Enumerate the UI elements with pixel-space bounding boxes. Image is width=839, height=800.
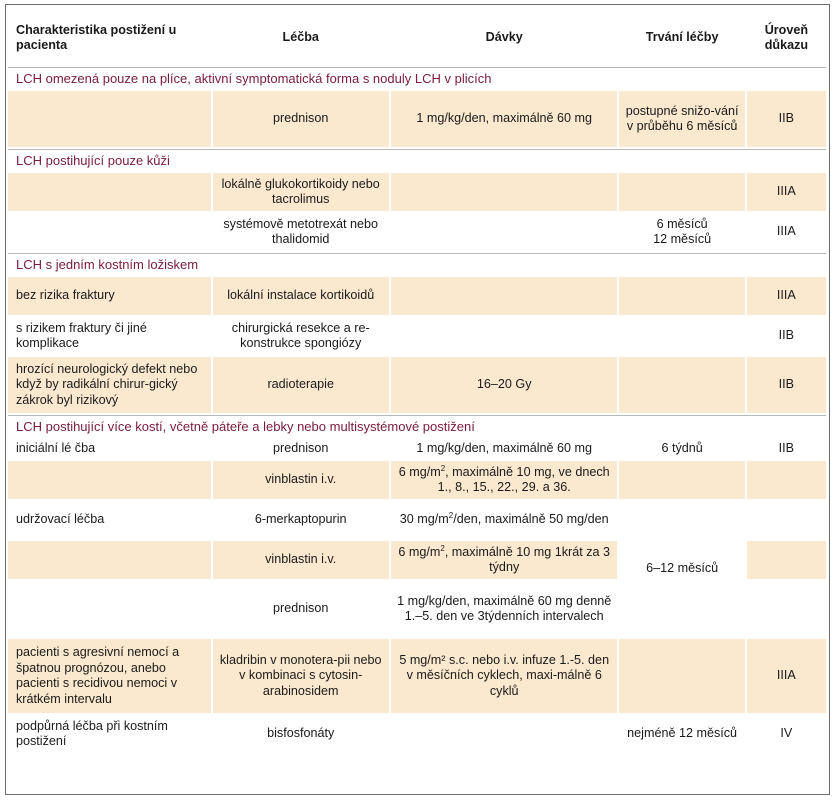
cell-dose (391, 213, 618, 251)
header-dose: Dávky (485, 30, 523, 45)
cell-characteristics: bez rizika fraktury (8, 277, 211, 315)
cell-duration (619, 277, 744, 315)
cell-dose (391, 277, 618, 315)
cell-treatment: radioterapie (213, 357, 389, 413)
cell-characteristics (8, 461, 211, 499)
cell-characteristics: udržovací léčba (16, 512, 105, 527)
cell-treatment: vinblastin i.v. (213, 541, 389, 579)
table-row (8, 91, 826, 147)
cell-duration: nejméně 12 měsíců (627, 726, 738, 741)
cell-evidence-level (747, 581, 826, 637)
cell-treatment: prednison (273, 601, 329, 616)
cell-duration: postupné snižo-vání v průběhu 6 měsíců (619, 91, 744, 147)
cell-characteristics (8, 581, 211, 637)
header-duration: Trvání léčby (645, 30, 719, 45)
cell-dose (391, 173, 618, 211)
cell-duration (619, 173, 744, 211)
cell-treatment: lokálně glukokortikoidy nebo tacrolimus (213, 173, 389, 211)
cell-treatment: prednison (273, 441, 329, 456)
cell-evidence-level: IIIA (747, 639, 826, 713)
cell-characteristics: hrozící neurologický defekt nebo když by radikální chirur-gický zákrok byl rizikový (8, 357, 211, 413)
cell-dose (391, 715, 618, 753)
cell-treatment: bisfosfonáty (267, 726, 335, 741)
cell-characteristics (8, 91, 211, 147)
treatment-table-frame (5, 4, 830, 795)
section-row (8, 67, 826, 89)
cell-evidence-level: IIB (747, 91, 826, 147)
header-treatment: Léčba (282, 30, 319, 45)
cell-evidence-level (747, 461, 826, 499)
table-row (8, 277, 826, 315)
treatment-table (6, 7, 828, 755)
cell-evidence-level: IIB (747, 357, 826, 413)
table-row (8, 461, 826, 499)
table-row (8, 173, 826, 211)
header-row (8, 9, 826, 65)
cell-characteristics: pacienti s agresivní nemocí a špatnou prognózou, anebo pacienti s recidivou nemoci v krátkém intervalu (8, 639, 211, 713)
table-row (8, 439, 826, 459)
cell-evidence-level: IIIA (776, 224, 796, 239)
cell-evidence-level: IV (780, 726, 793, 741)
duration-line-2: 12 měsíců (653, 232, 712, 246)
cell-evidence-level (747, 501, 826, 539)
table-row (8, 357, 826, 413)
header-evidence-level: Úroveň důkazu (764, 22, 809, 52)
section-title: LCH postihující více kostí, včetně páteře a lebky nebo multisystémové postižení (8, 415, 826, 437)
cell-treatment: kladribin v monotera-pii nebo v kombinaci s cytosin-arabinosidem (213, 639, 389, 713)
header-characteristics: Charakteristika postižení u pacienta (16, 22, 177, 52)
cell-dose: 1 mg/kg/den, maximálně 60 mg (416, 441, 593, 456)
cell-evidence-level (747, 541, 826, 579)
section-title: LCH omezená pouze na plíce, aktivní symptomatická forma s noduly LCH v plicích (8, 67, 826, 89)
cell-duration (619, 461, 744, 499)
cell-dose: 1 mg/kg/den, maximálně 60 mg (391, 91, 618, 147)
cell-treatment: prednison (213, 91, 389, 147)
cell-treatment: chirurgická resekce a re-konstrukce spongiózy (231, 320, 370, 350)
table-row (8, 501, 826, 539)
section-title: LCH postihující pouze kůži (8, 149, 826, 171)
cell-dose: 6 $mg/m^2$, maximálně 10 mg, ve dnech 1., 8., 15., 22., 29. a 36. (391, 461, 618, 499)
table-row (8, 213, 826, 251)
cell-characteristics: s rizikem fraktury či jiné komplikace (16, 320, 147, 350)
cell-evidence-level: IIB (778, 441, 795, 456)
section-row (8, 253, 826, 275)
cell-treatment: systémově metotrexát nebo thalidomid (223, 216, 379, 246)
cell-characteristics: iniciální lé čba (16, 441, 96, 456)
cell-characteristics (8, 213, 211, 251)
cell-evidence-level: IIIA (747, 173, 826, 211)
duration-line-1: 6 měsíců (656, 216, 708, 231)
cell-characteristics: podpůrná léčba při kostním postižení (16, 718, 168, 748)
table-row (8, 317, 826, 355)
cell-dose (391, 317, 618, 355)
cell-duration: 6–12 měsíců (646, 561, 719, 576)
cell-treatment: lokální instalace kortikoidů (213, 277, 389, 315)
cell-treatment: 6-merkaptopurin (254, 512, 347, 527)
table-row (8, 639, 826, 713)
table-row (8, 715, 826, 753)
cell-characteristics (8, 541, 211, 579)
cell-dose: 16–20 Gy (391, 357, 618, 413)
cell-dose: 30 $mg/m^2$/den, maximálně 50 mg/den (399, 511, 609, 527)
cell-evidence-level: IIB (778, 328, 795, 343)
cell-duration (619, 357, 744, 413)
cell-dose: 1 mg/kg/den, maximálně 60 mg denně 1.–5. den ve 3týdenních intervalech (397, 593, 612, 623)
cell-dose: 5 mg/m² s.c. nebo i.v. infuze 1.-5. den v měsíčních cyklech, maxi-málně 6 cyklů (391, 639, 618, 713)
cell-treatment: vinblastin i.v. (213, 461, 389, 499)
cell-duration (619, 317, 744, 355)
cell-dose: 6 $mg/m^2$, maximálně 10 mg 1krát za 3 týdny (391, 541, 618, 579)
cell-characteristics (8, 173, 211, 211)
cell-duration (619, 213, 744, 251)
section-title: LCH s jedním kostním ložiskem (8, 253, 826, 275)
section-row (8, 415, 826, 437)
section-row (8, 149, 826, 171)
cell-duration (619, 639, 744, 713)
cell-evidence-level: IIIA (747, 277, 826, 315)
cell-duration: 6 týdnů (661, 441, 703, 456)
